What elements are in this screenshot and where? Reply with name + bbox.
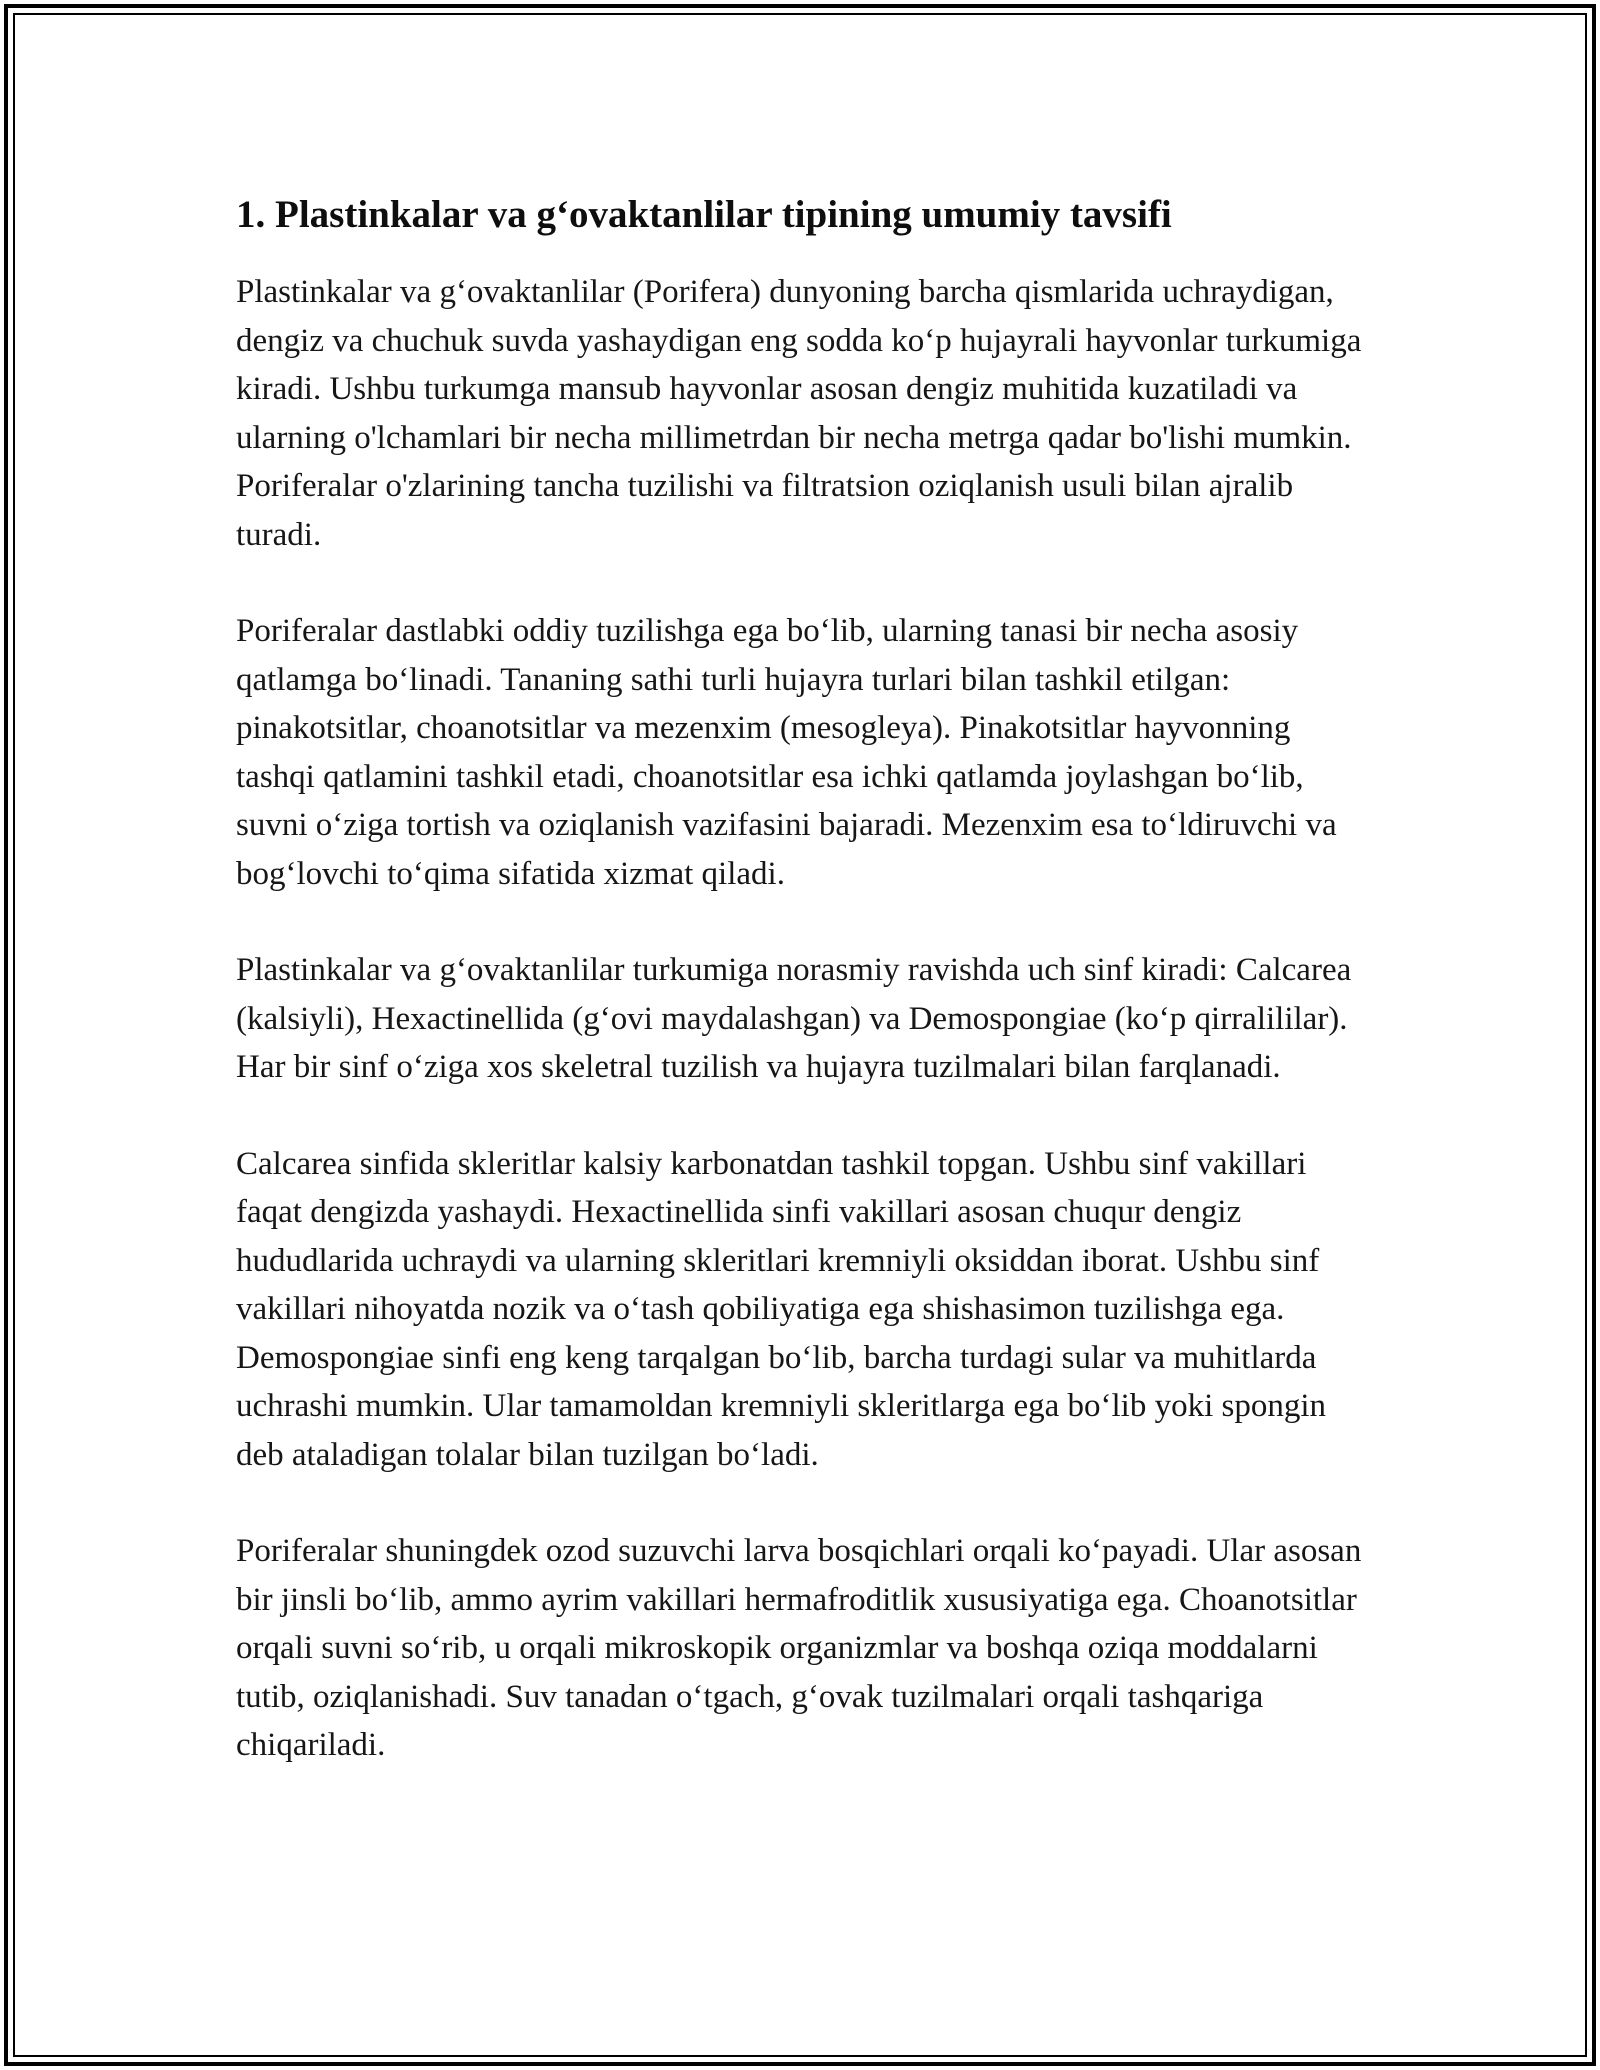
document-body	[236, 184, 1366, 1818]
paragraph-structure: Poriferalar dastlabki oddiy tuzilishga ega bo‘lib, ularning tanasi bir necha asosiy qatlamga bo‘linadi. Tananing sathi turli hujayra turlari bilan tashkil etilgan: pinakotsitlar, choanotsitlar va mezenxim (mesogleya). Pinakotsitlar hayvonning tashqi qatlamini tashkil etadi, choanotsitlar esa ichki qatlamda joylashgan bo‘lib, suvni o‘ziga tortish va oziqlanish vazifasini bajaradi. Mezenxim esa to‘ldiruvchi va bog‘lovchi to‘qima sifatida xizmat qiladi.	[236, 613, 1337, 892]
section-heading: 1. Plastinkalar va g‘ovaktanlilar tipining umumiy tavsifi	[236, 193, 1172, 236]
paragraph-classes: Plastinkalar va g‘ovaktanlilar turkumiga norasmiy ravishda uch sinf kiradi: Calcarea (kalsiyli), Hexactinellida (g‘ovi maydalashgan) va Demospongiae (ko‘p qirralililar). Har bir sinf o‘ziga xos skeletral tuzilish va hujayra tuzilmalari bilan farqlanadi.	[236, 952, 1352, 1085]
paragraph-intro: Plastinkalar va g‘ovaktanlilar (Porifera) dunyoning barcha qismlarida uchraydigan, dengiz va chuchuk suvda yashaydigan eng sodda ko‘p hujayrali hayvonlar turkumiga kiradi. Ushbu turkumga mansub hayvonlar asosan dengiz muhitida kuzatiladi va ularning o'lchamlari bir necha millimetrdan bir necha metrga qadar bo'lishi mumkin. Poriferalar o'zlarining tancha tuzilishi va filtratsion oziqlanish usuli bilan ajralib turadi.	[236, 274, 1362, 553]
paragraph-reproduction: Poriferalar shuningdek ozod suzuvchi larva bosqichlari orqali ko‘payadi. Ular asosan bir jinsli bo‘lib, ammo ayrim vakillari hermafroditlik xususiyatiga ega. Choanotsitlar orqali suvni so‘rib, u orqali mikroskopik organizmlar va boshqa oziqa moddalarni tutib, oziqlanishadi. Suv tanadan o‘tgach, g‘ovak tuzilmalari orqali tashqariga chiqariladi.	[236, 1533, 1362, 1763]
paragraph-class-details: Calcarea sinfida skleritlar kalsiy karbonatdan tashkil topgan. Ushbu sinf vakillari faqat dengizda yashaydi. Hexactinellida sinfi vakillari asosan chuqur dengiz hududlarida uchraydi va ularning skleritlari kremniyli oksiddan iborat. Ushbu sinf vakillari nihoyatda nozik va o‘tash qobiliyatiga ega shishasimon tuzilishga ega. Demospongiae sinfi eng keng tarqalgan bo‘lib, barcha turdagi sular va muhitlarda uchrashi mumkin. Ular tamamoldan kremniyli skleritlarga ega bo‘lib yoki spongin deb ataladigan tolalar bilan tuzilgan bo‘ladi.	[236, 1145, 1326, 1473]
